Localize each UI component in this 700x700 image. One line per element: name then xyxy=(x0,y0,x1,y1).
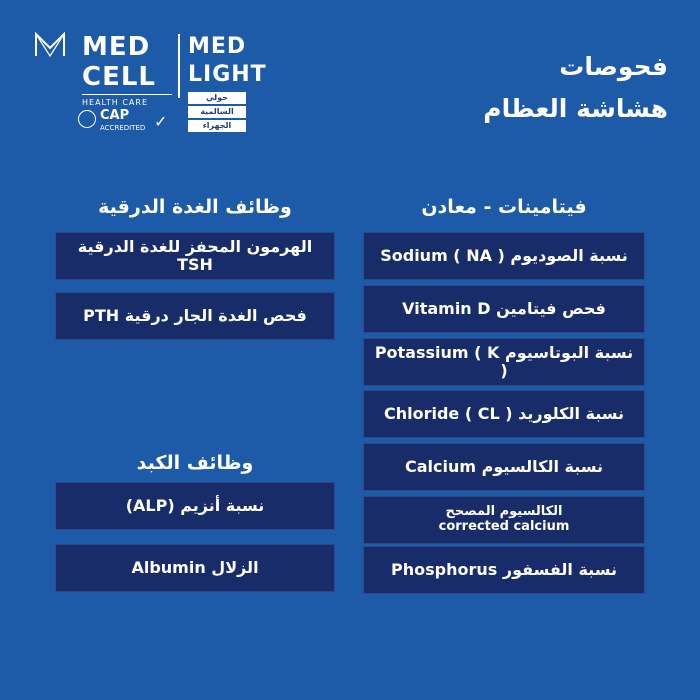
test-item-tsh: الهرمون المحفز للغدة الدرقية TSH xyxy=(55,232,335,280)
m-logo-icon xyxy=(34,30,66,58)
thyroid-heading: وظائف الغدة الدرقية xyxy=(98,196,292,218)
title-line-1: فحوصات xyxy=(559,52,668,81)
page-title xyxy=(483,46,668,130)
vitamins-heading: فيتامينات - معادن xyxy=(421,196,587,218)
title-line-2: هشاشة العظام xyxy=(483,94,668,123)
liver-heading: وظائف الكبد xyxy=(136,452,254,474)
logo-health-care: HEALTH CARE xyxy=(82,98,149,107)
logo-rule xyxy=(82,94,172,95)
logo-divider xyxy=(178,34,180,98)
cap-accreditation xyxy=(78,108,174,138)
test-item-potassium: نسبة البوتاسيوم Potassium ( K ) xyxy=(363,338,645,386)
branch-list xyxy=(188,92,246,134)
test-item-albumin: الزلال Albumin xyxy=(55,544,335,592)
corrected-calcium-english: corrected calcium xyxy=(438,519,570,534)
corrected-calcium-arabic: الكالسيوم المصحح xyxy=(445,504,563,520)
branch-label: الجهراء xyxy=(188,120,246,132)
logo-word-med-light-1: MED xyxy=(188,34,247,59)
test-item-alp: نسبة أنزيم (ALP) xyxy=(55,482,335,530)
test-item-vitamin-d: فحص فيتامين Vitamin D xyxy=(363,285,645,333)
logo-word-light: LIGHT xyxy=(188,62,267,87)
cap-accredited: ACCREDITED xyxy=(100,124,146,132)
logo-word-med: MED xyxy=(82,32,151,62)
test-item-sodium: نسبة الصوديوم Sodium ( NA ) xyxy=(363,232,645,280)
branch-label: حولي xyxy=(188,92,246,104)
test-item-phosphorus: نسبة الفسفور Phosphorus xyxy=(363,546,645,594)
branch-label: السالمية xyxy=(188,106,246,118)
test-item-corrected-calcium xyxy=(363,496,645,544)
medcell-logo xyxy=(30,28,267,138)
checkmark-icon: ✓ xyxy=(154,112,168,131)
logo-word-cell: CELL xyxy=(82,62,156,92)
test-item-calcium: نسبة الكالسيوم Calcium xyxy=(363,443,645,491)
cap-label: CAP xyxy=(100,108,130,123)
test-item-chloride: نسبة الكلوريد Chloride ( CL ) xyxy=(363,390,645,438)
cap-globe-icon xyxy=(78,110,96,128)
test-item-pth: فحص الغدة الجار درقية PTH xyxy=(55,292,335,340)
